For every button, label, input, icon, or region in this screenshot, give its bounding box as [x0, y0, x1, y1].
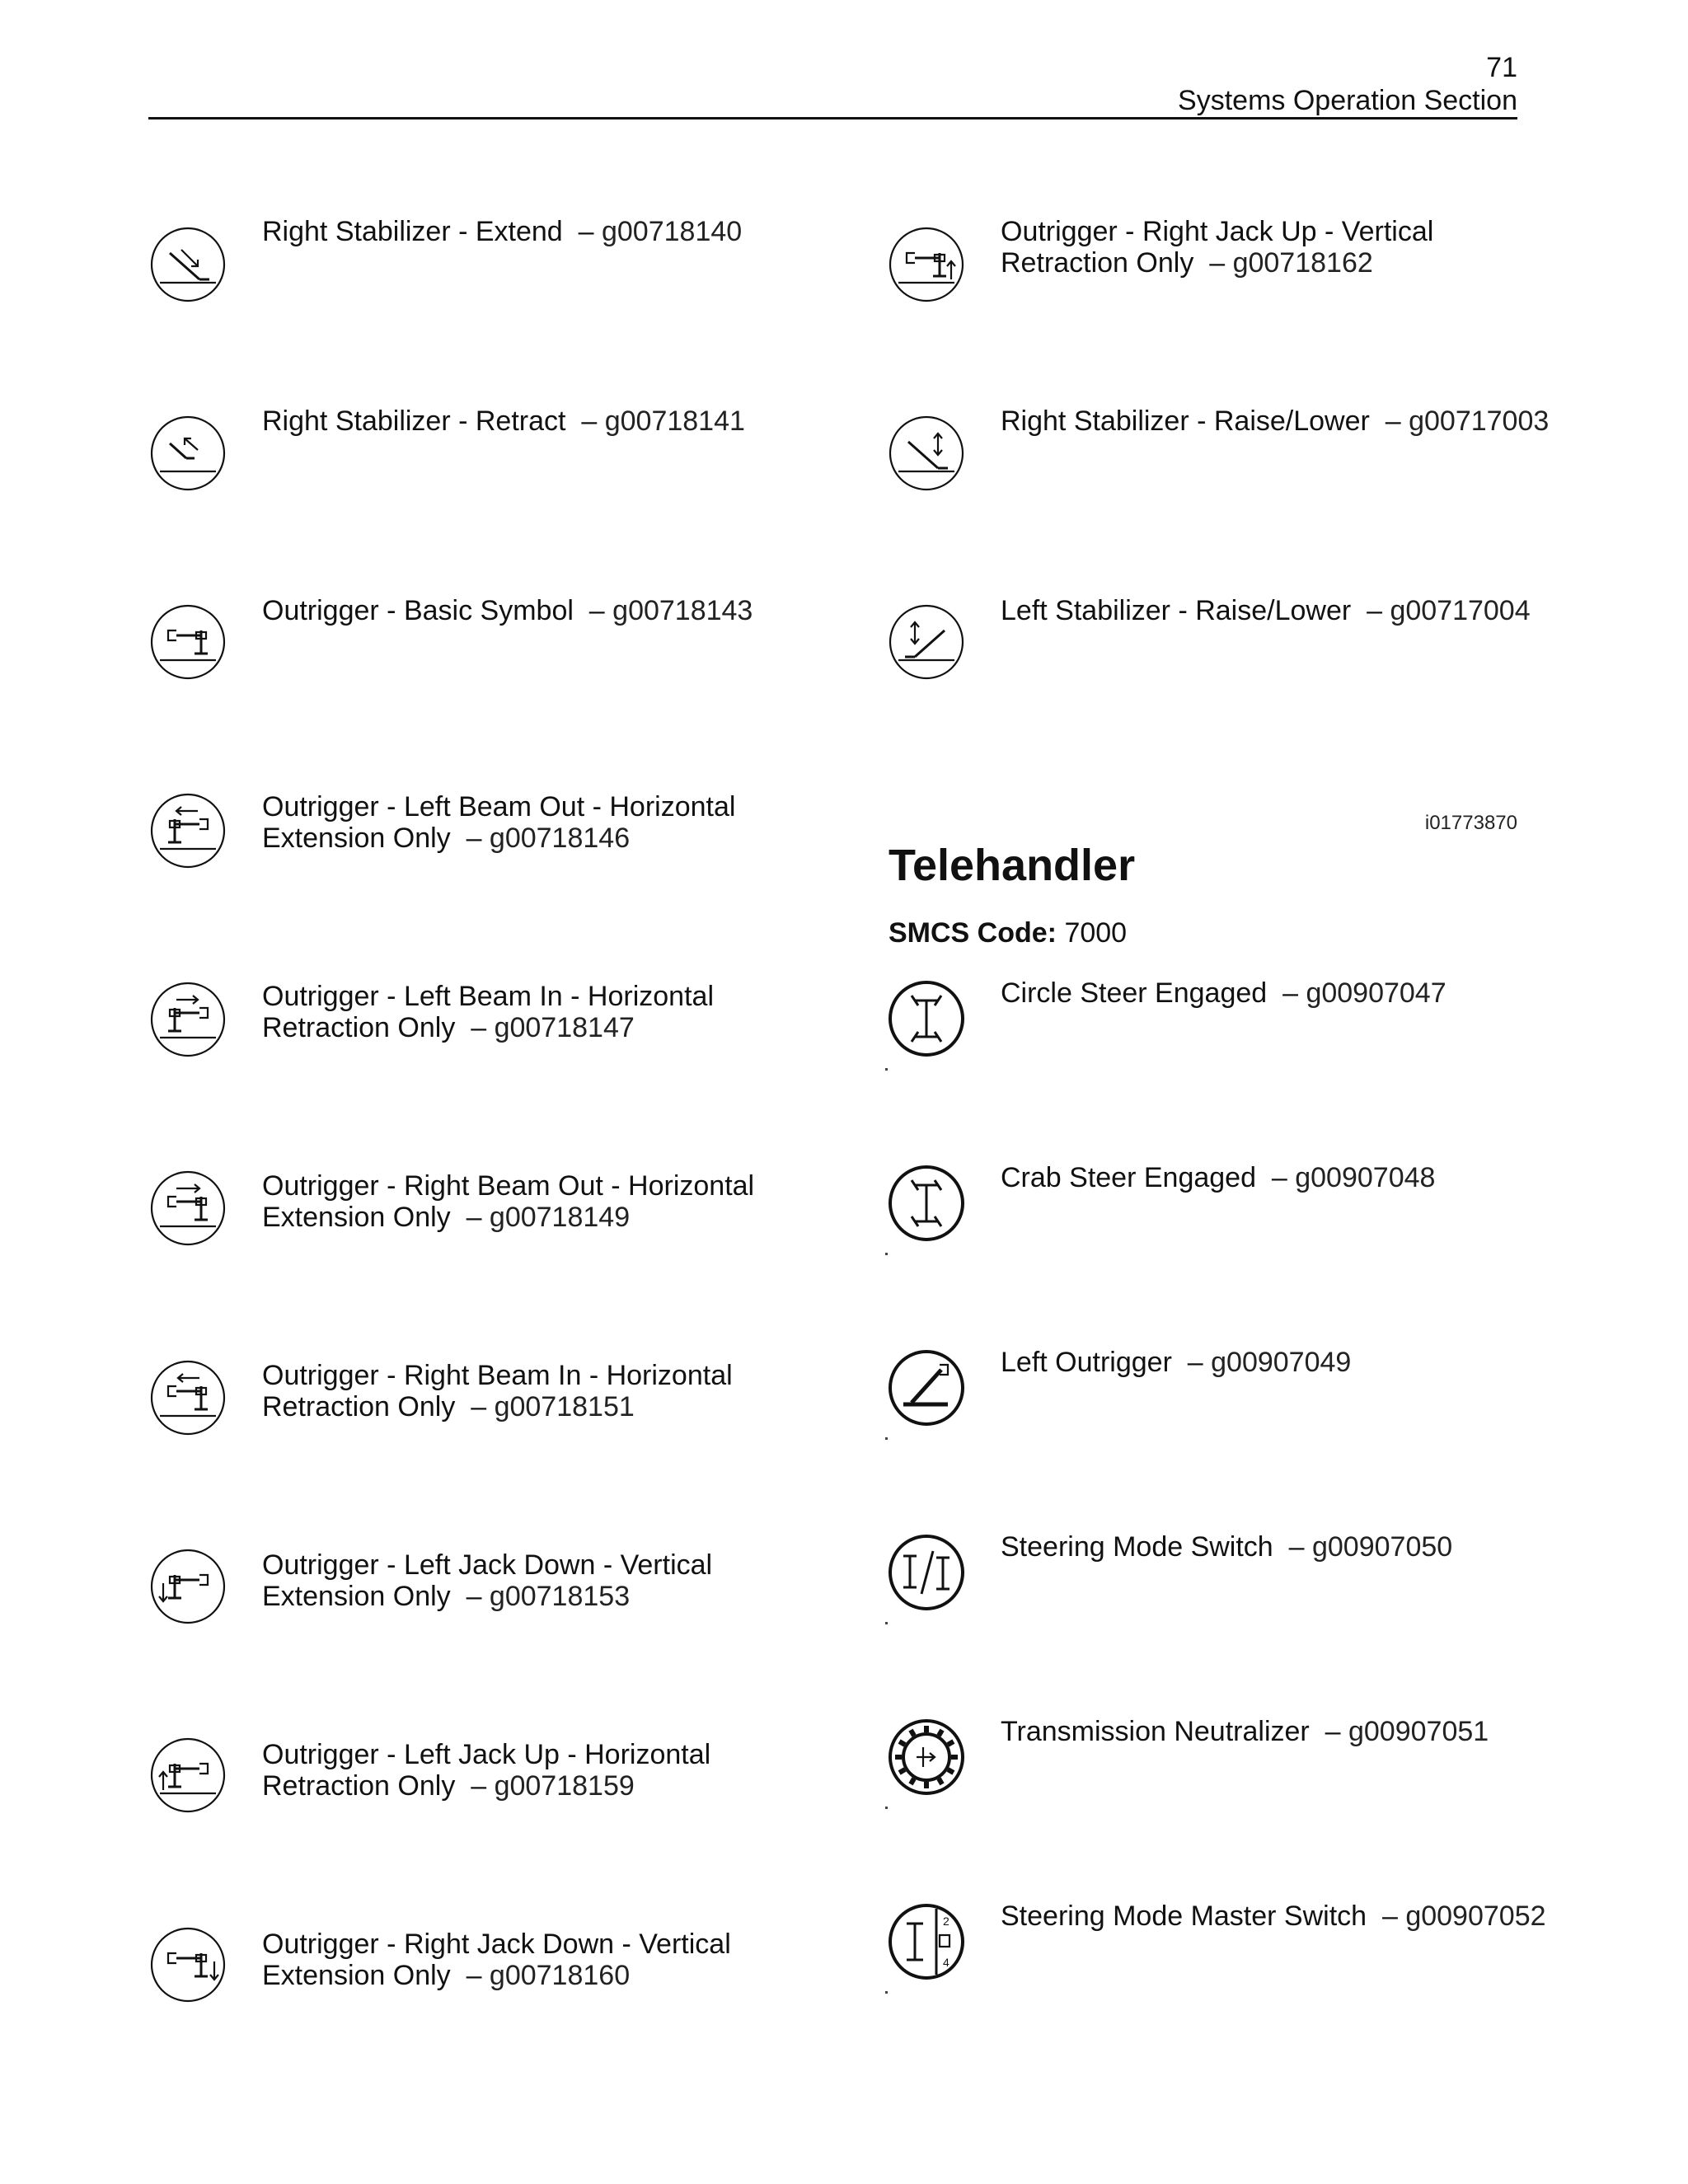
caption-text: Extension Only — [262, 1960, 451, 1991]
symbol-caption — [1001, 1531, 1452, 1563]
caption-line — [262, 1170, 754, 1202]
page-header — [148, 51, 1517, 117]
outrigger-right-jack-down-icon — [148, 1925, 227, 2004]
graphic-code: g00718153 — [489, 1581, 631, 1612]
graphic-code: g00718147 — [494, 1012, 635, 1043]
caption-separator: – — [565, 405, 605, 437]
caption-text: Extension Only — [262, 1202, 451, 1233]
symbol-caption — [262, 216, 742, 247]
outrigger-left-jack-up-icon — [148, 1736, 227, 1815]
caption-separator: – — [1193, 247, 1233, 279]
graphic-code: g00907052 — [1405, 1900, 1546, 1932]
marker-dot — [885, 1253, 888, 1255]
graphic-code: g00718160 — [489, 1960, 631, 1991]
symbol-caption — [262, 1739, 710, 1802]
marker-dot — [885, 1437, 888, 1440]
caption-line — [262, 823, 735, 854]
transmission-neutralizer-icon — [887, 1718, 966, 1797]
caption-line — [262, 405, 745, 437]
caption-line — [1001, 1531, 1452, 1563]
caption-separator: – — [1171, 1347, 1212, 1378]
graphic-code: g00907051 — [1348, 1716, 1489, 1747]
header-rule — [148, 117, 1517, 120]
caption-line — [1001, 1347, 1351, 1378]
caption-text: Left Outrigger — [1001, 1347, 1172, 1378]
caption-line — [262, 1549, 712, 1581]
caption-text: Transmission Neutralizer — [1001, 1716, 1310, 1747]
outrigger-right-beam-out-icon — [148, 1169, 227, 1248]
right-stabilizer-raise-lower-icon — [887, 414, 966, 493]
symbol-caption — [262, 1929, 731, 1991]
symbol-caption — [1001, 405, 1549, 437]
telehandler-heading: Telehandler — [889, 841, 1136, 890]
caption-text: Outrigger - Left Beam Out - Horizontal — [262, 791, 736, 823]
caption-line — [1001, 595, 1531, 626]
caption-separator: – — [1309, 1716, 1348, 1747]
caption-line — [1001, 1162, 1435, 1193]
caption-line — [262, 1960, 731, 1991]
caption-line — [262, 1202, 754, 1233]
caption-line — [262, 791, 735, 823]
outrigger-right-beam-in-icon — [148, 1358, 227, 1437]
marker-dot — [885, 1807, 888, 1809]
graphic-code: g00907049 — [1211, 1347, 1352, 1378]
caption-text: Crab Steer Engaged — [1001, 1162, 1256, 1193]
caption-text: Retraction Only — [262, 1770, 456, 1802]
left-stabilizer-raise-lower-icon — [887, 602, 966, 682]
outrigger-left-jack-down-icon — [148, 1547, 227, 1626]
stabilizer-extend-icon — [148, 225, 227, 304]
caption-text: Right Stabilizer - Retract — [262, 405, 566, 437]
caption-text: Outrigger - Right Jack Up - Vertical — [1001, 216, 1434, 247]
graphic-code: g00718141 — [604, 405, 745, 437]
svg-text:2: 2 — [943, 1915, 950, 1928]
graphic-code: g00718159 — [494, 1770, 635, 1802]
caption-text: Circle Steer Engaged — [1001, 977, 1268, 1009]
steering-mode-switch-icon — [887, 1533, 966, 1612]
caption-text: Right Stabilizer - Extend — [262, 216, 563, 247]
caption-line — [262, 1012, 714, 1043]
caption-text: Extension Only — [262, 1581, 451, 1612]
graphic-code: g00718162 — [1232, 247, 1373, 279]
caption-separator: – — [562, 216, 602, 247]
caption-line — [1001, 247, 1433, 279]
section-title: Systems Operation Section — [1178, 85, 1517, 116]
caption-separator: – — [455, 1770, 495, 1802]
caption-separator: – — [450, 1960, 490, 1991]
caption-text: Outrigger - Right Beam Out - Horizontal — [262, 1170, 755, 1202]
symbol-caption — [1001, 1900, 1546, 1932]
marker-dot — [885, 1622, 888, 1624]
caption-line — [1001, 405, 1549, 437]
caption-line — [262, 216, 742, 247]
symbol-caption — [1001, 1162, 1435, 1193]
circle-steer-icon — [887, 979, 966, 1058]
outrigger-left-beam-out-icon — [148, 791, 227, 870]
symbol-caption — [262, 1549, 712, 1612]
caption-separator: – — [455, 1391, 495, 1422]
caption-text: Retraction Only — [1001, 247, 1194, 279]
marker-dot — [885, 1068, 888, 1071]
marker-dot — [885, 1991, 888, 1994]
caption-line — [1001, 1716, 1489, 1747]
caption-separator: – — [1255, 1162, 1296, 1193]
symbol-caption — [262, 1360, 733, 1422]
document-id: i01773870 — [1424, 812, 1517, 834]
graphic-code: g00718143 — [612, 595, 753, 626]
caption-text: Extension Only — [262, 823, 451, 854]
caption-text: Outrigger - Basic Symbol — [262, 595, 574, 626]
caption-separator: – — [455, 1012, 495, 1043]
caption-separator: – — [573, 595, 613, 626]
graphic-code: g00907050 — [1311, 1531, 1453, 1563]
caption-separator: – — [1273, 1531, 1312, 1563]
symbol-caption — [262, 595, 753, 626]
caption-separator: – — [1267, 977, 1306, 1009]
outrigger-right-jack-up-icon — [887, 225, 966, 304]
caption-text: Outrigger - Left Beam In - Horizontal — [262, 981, 715, 1012]
graphic-code: g00907048 — [1295, 1162, 1436, 1193]
caption-separator: – — [450, 823, 490, 854]
caption-text: Left Stabilizer - Raise/Lower — [1001, 595, 1352, 626]
symbol-caption — [262, 405, 745, 437]
symbol-caption — [1001, 216, 1433, 279]
caption-line — [262, 1581, 712, 1612]
caption-line — [262, 595, 753, 626]
caption-text: Outrigger - Right Beam In - Horizontal — [262, 1360, 733, 1391]
caption-text: Retraction Only — [262, 1012, 456, 1043]
caption-line — [1001, 977, 1447, 1009]
caption-separator: – — [450, 1202, 490, 1233]
caption-separator: – — [450, 1581, 490, 1612]
caption-text: Retraction Only — [262, 1391, 456, 1422]
caption-separator: – — [1351, 595, 1390, 626]
caption-text: Steering Mode Switch — [1001, 1531, 1273, 1563]
caption-line — [262, 1929, 731, 1960]
caption-text: Outrigger - Left Jack Up - Horizontal — [262, 1739, 711, 1770]
steering-mode-master-switch-icon — [887, 1902, 966, 1981]
outrigger-basic-icon — [148, 602, 227, 682]
caption-line — [262, 981, 714, 1012]
symbol-caption — [1001, 977, 1447, 1009]
symbol-caption — [1001, 1716, 1489, 1747]
graphic-code: g00718151 — [494, 1391, 635, 1422]
page-number: 71 — [1486, 52, 1517, 83]
graphic-code: g00717003 — [1409, 405, 1550, 437]
caption-line — [262, 1360, 733, 1391]
symbol-caption — [1001, 1347, 1351, 1378]
graphic-code: g00718146 — [489, 823, 631, 854]
symbol-caption — [262, 981, 714, 1043]
caption-line — [262, 1391, 733, 1422]
graphic-code: g00907047 — [1306, 977, 1447, 1009]
stabilizer-retract-icon — [148, 414, 227, 493]
symbol-caption — [1001, 595, 1531, 626]
crab-steer-icon — [887, 1164, 966, 1243]
graphic-code: g00717004 — [1390, 595, 1531, 626]
left-outrigger-icon — [887, 1348, 966, 1427]
svg-text:4: 4 — [943, 1956, 950, 1969]
smcs-label: SMCS Code: — [889, 917, 1057, 949]
caption-separator: – — [1367, 1900, 1406, 1932]
smcs-code — [889, 916, 1127, 949]
caption-text: Outrigger - Left Jack Down - Vertical — [262, 1549, 713, 1581]
caption-text: Outrigger - Right Jack Down - Vertical — [262, 1929, 731, 1960]
outrigger-left-beam-in-icon — [148, 980, 227, 1059]
caption-line — [262, 1770, 710, 1802]
caption-line — [1001, 216, 1433, 247]
caption-text: Steering Mode Master Switch — [1001, 1900, 1367, 1932]
graphic-code: g00718140 — [601, 216, 743, 247]
caption-text: Right Stabilizer - Raise/Lower — [1001, 405, 1370, 437]
caption-line — [1001, 1900, 1546, 1932]
caption-line — [262, 1739, 710, 1770]
symbol-caption — [262, 791, 735, 854]
graphic-code: g00718149 — [489, 1202, 631, 1233]
symbol-caption — [262, 1170, 754, 1233]
smcs-value: 7000 — [1064, 917, 1128, 949]
caption-separator: – — [1369, 405, 1409, 437]
